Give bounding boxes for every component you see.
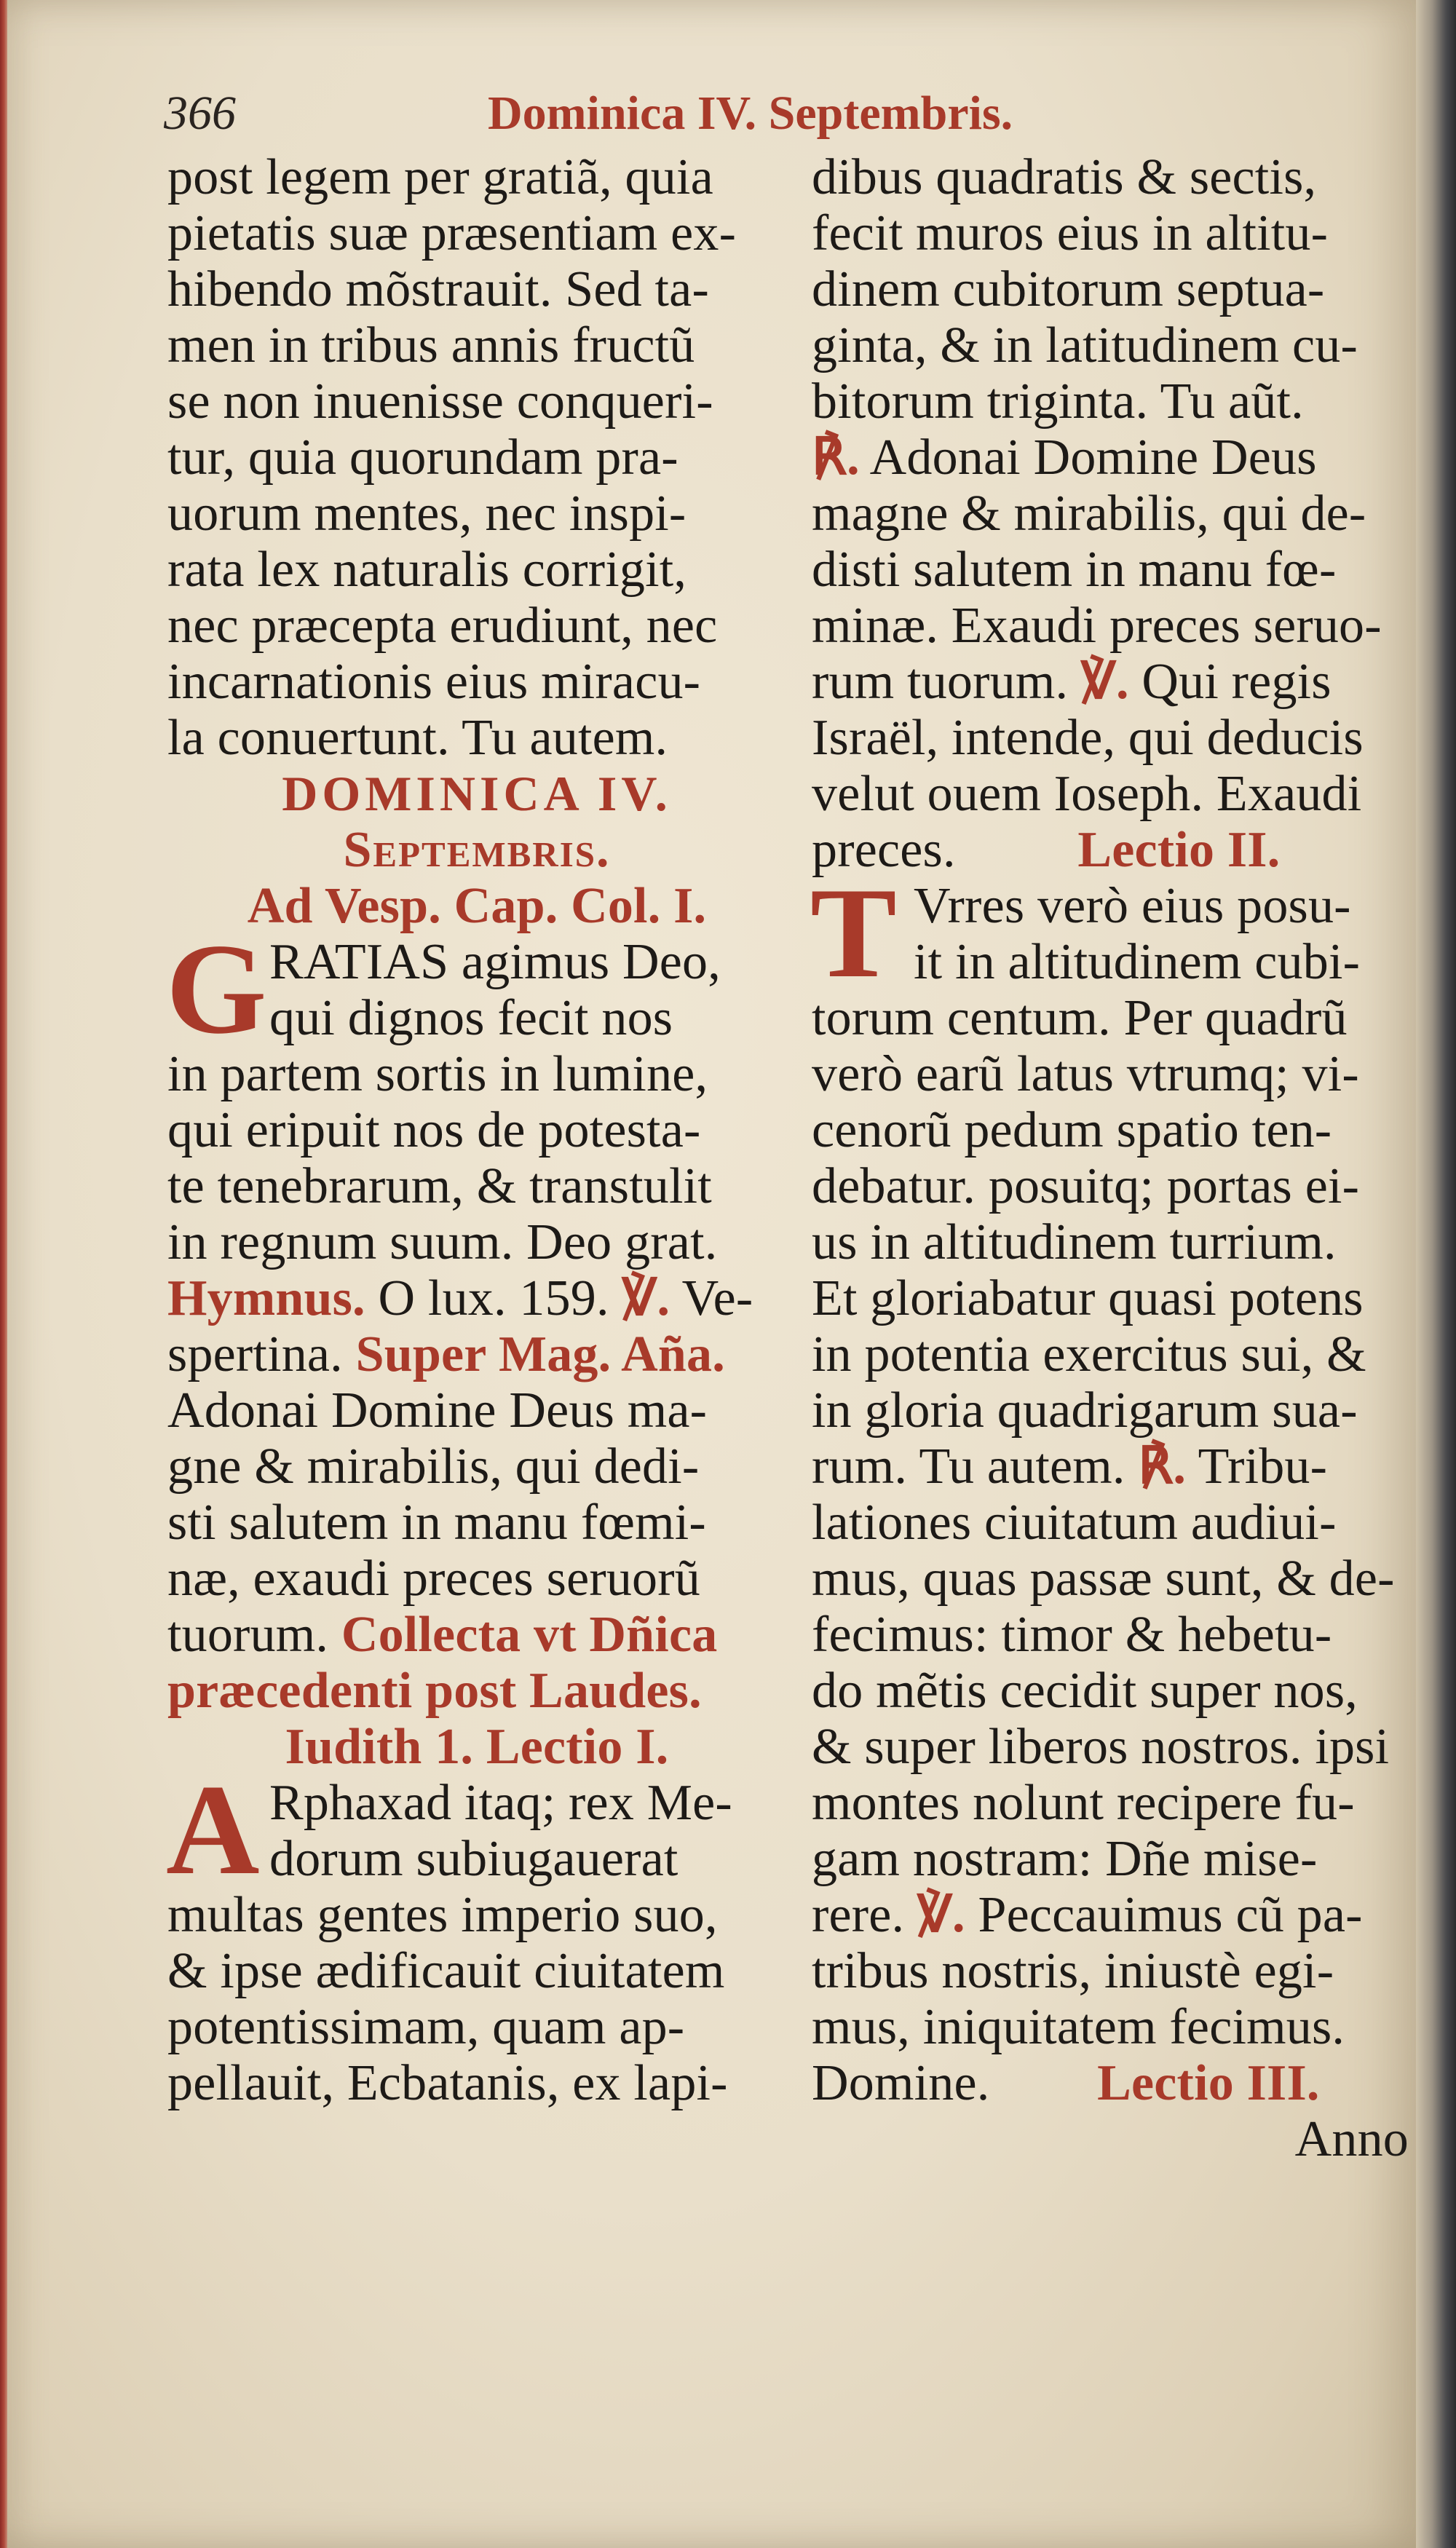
text-line: gam nostram: Dñe mise- xyxy=(812,1831,1318,1887)
catchword-text: Anno xyxy=(1294,2111,1409,2167)
book-page xyxy=(7,0,1416,2548)
page-right-edge xyxy=(1416,0,1456,2548)
lectio3-heading: Lectio III. xyxy=(1097,2055,1320,2111)
response-mark: ℟. xyxy=(812,430,860,486)
page-number: 366 xyxy=(164,87,236,140)
preces: preces. xyxy=(812,822,956,878)
text-line: do mẽtis cecidit super nos, xyxy=(812,1663,1358,1719)
text-line: men in tribus annis fructũ xyxy=(167,317,695,373)
text-line: sti salutem in manu fœmi- xyxy=(167,1495,706,1551)
text-line: us in altitudinem turrium. xyxy=(812,1214,1337,1270)
text-line: qui dignos fecit nos xyxy=(269,990,673,1046)
lectio-dropcap: A xyxy=(166,1757,260,1902)
response2-mark: ℟. xyxy=(1138,1439,1187,1495)
text-line: post legem per gratiã, quia xyxy=(167,149,713,205)
lectio2-heading: Lectio II. xyxy=(1077,822,1281,878)
versicle2-line xyxy=(812,1887,1409,1943)
text-line: montes nolunt recipere fu- xyxy=(812,1775,1355,1831)
text-line: potentissimam, quam ap- xyxy=(167,1999,685,2055)
section-subtitle: Septembris. xyxy=(343,822,611,878)
text-line: fecit muros eius in altitu- xyxy=(812,205,1329,261)
response2-start: Tribu- xyxy=(1198,1439,1328,1495)
lectio2-dropcap: T xyxy=(810,860,897,1005)
text-line: rata lex naturalis corrigit, xyxy=(167,542,687,598)
response-end: rum tuorum. xyxy=(812,654,1069,710)
text-line: incarnationis eius miracu- xyxy=(167,654,701,710)
text-line: nec præcepta erudiunt, nec xyxy=(167,598,718,654)
text-line: verò earũ latus vtrumq; vi- xyxy=(812,1046,1359,1102)
text-line: lationes ciuitatum audiui- xyxy=(812,1495,1337,1551)
response2-line xyxy=(812,1439,1409,1495)
lectio-block xyxy=(166,1757,786,2111)
lectio-heading: Iudith 1. Lectio I. xyxy=(285,1719,669,1775)
text-line: tribus nostris, iniustè egi- xyxy=(812,1943,1334,1999)
text-line: dorum subiugauerat xyxy=(269,1831,678,1887)
hymn-line2: spertina. xyxy=(167,1326,343,1382)
vespers-heading: Ad Vesp. Cap. Col. I. xyxy=(247,878,707,934)
versicle-line xyxy=(812,654,1409,710)
text-line: uorum mentes, nec inspi- xyxy=(167,486,687,542)
text-line: it in altitudinem cubi- xyxy=(914,934,1361,990)
lectio2-block xyxy=(810,860,1409,1005)
text-line: & ipse ædificauit ciuitatem xyxy=(167,1943,725,1999)
text-line: la conuertunt. Tu autem. xyxy=(167,710,668,766)
text-line: disti salutem in manu fœ- xyxy=(812,542,1337,598)
text-line: in partem sortis in lumine, xyxy=(167,1046,708,1102)
text-line: Adonai Domine Deus ma- xyxy=(167,1382,708,1439)
response-line xyxy=(812,430,1409,486)
text-line: RATIAS agimus Deo, xyxy=(269,934,721,990)
text-line: in regnum suum. Deo grat. xyxy=(167,1214,718,1270)
text-line: cenorũ pedum spatio ten- xyxy=(812,1102,1332,1158)
text-line: debatur. posuitq; portas ei- xyxy=(812,1158,1360,1214)
text-line: tur, quia quorundam pra- xyxy=(167,430,678,486)
text-line: dibus quadratis & sectis, xyxy=(812,149,1317,205)
text-line: fecimus: timor & hebetu- xyxy=(812,1607,1332,1663)
left-column xyxy=(167,149,786,2111)
text-line: te tenebrarum, & transtulit xyxy=(167,1158,712,1214)
text-line: se non inuenisse conqueri- xyxy=(167,373,713,430)
page-header xyxy=(164,86,1431,144)
hymn-line xyxy=(167,1270,786,1326)
versicle2-mark: ℣. xyxy=(917,1887,965,1943)
response-first: Adonai Domine Deus xyxy=(869,430,1317,486)
lectio2-line xyxy=(812,822,1409,878)
text-line: torum centum. Per quadrũ xyxy=(812,990,1348,1046)
text-line: multas gentes imperio suo, xyxy=(167,1887,718,1943)
versicle-text: Qui regis xyxy=(1142,654,1332,710)
hymn-label: Hymnus. xyxy=(167,1270,365,1326)
text-line: qui eripuit nos de potesta- xyxy=(167,1102,701,1158)
text-line: Israël, intende, qui deducis xyxy=(812,710,1364,766)
text-line: Rphaxad itaq; rex Me- xyxy=(269,1775,732,1831)
running-title: Dominica IV. Septembris. xyxy=(488,87,1013,140)
magnificat-line xyxy=(167,1326,786,1382)
text-line: Et gloriabatur quasi potens xyxy=(812,1270,1364,1326)
versicle-mark: ℣. xyxy=(622,1270,670,1326)
text-line: bitorum triginta. Tu aũt. xyxy=(812,373,1304,430)
hymn-text: O lux. 159. xyxy=(378,1270,609,1326)
text-line: ginta, & in latitudinem cu- xyxy=(812,317,1358,373)
text-line: in gloria quadrigarum sua- xyxy=(812,1382,1358,1439)
right-column xyxy=(812,149,1409,2167)
hymn-after: Ve- xyxy=(681,1270,753,1326)
catchword xyxy=(812,2111,1409,2167)
versicle-mark: ℣. xyxy=(1080,654,1129,710)
text-line: velut ouem Ioseph. Exaudi xyxy=(812,766,1362,822)
text-line: hibendo mõstrauit. Sed ta- xyxy=(167,261,709,317)
text-line: Vrres verò eius posu- xyxy=(914,878,1351,934)
chapter-block xyxy=(166,917,786,1270)
collect-label: Collecta vt Dñica xyxy=(341,1607,718,1663)
versicle2-text: Peccauimus cũ pa- xyxy=(978,1887,1363,1943)
text-line: dinem cubitorum septua- xyxy=(812,261,1325,317)
versicle2-pre: rere. xyxy=(812,1887,905,1943)
text-line: pellauit, Ecbatanis, ex lapi- xyxy=(167,2055,728,2111)
chapter-dropcap: G xyxy=(166,917,267,1061)
lectio2-end: rum. Tu autem. xyxy=(812,1439,1125,1495)
text-line: næ, exaudi preces seruorũ xyxy=(167,1551,700,1607)
text-line: mus, quas passæ sunt, & de- xyxy=(812,1551,1395,1607)
text-line: & super liberos nostros. ipsi xyxy=(812,1719,1390,1775)
text-line: minæ. Exaudi preces seruo- xyxy=(812,598,1382,654)
text-line: mus, iniquitatem fecimus. xyxy=(812,1999,1345,2055)
lectio3-line xyxy=(812,2055,1409,2111)
text-line: in potentia exercitus sui, & xyxy=(812,1326,1366,1382)
section-title: DOMINICA IV. xyxy=(282,766,672,821)
text-line: magne & mirabilis, qui de- xyxy=(812,486,1366,542)
collect-line xyxy=(167,1607,786,1663)
domine: Domine. xyxy=(812,2055,990,2111)
antiphon-end: tuorum. xyxy=(167,1607,329,1663)
text-line: pietatis suæ præsentiam ex- xyxy=(167,205,737,261)
text-line: gne & mirabilis, qui dedi- xyxy=(167,1439,700,1495)
magnificat-label: Super Mag. Aña. xyxy=(355,1326,725,1382)
collect-label-2: præcedenti post Laudes. xyxy=(167,1663,702,1719)
